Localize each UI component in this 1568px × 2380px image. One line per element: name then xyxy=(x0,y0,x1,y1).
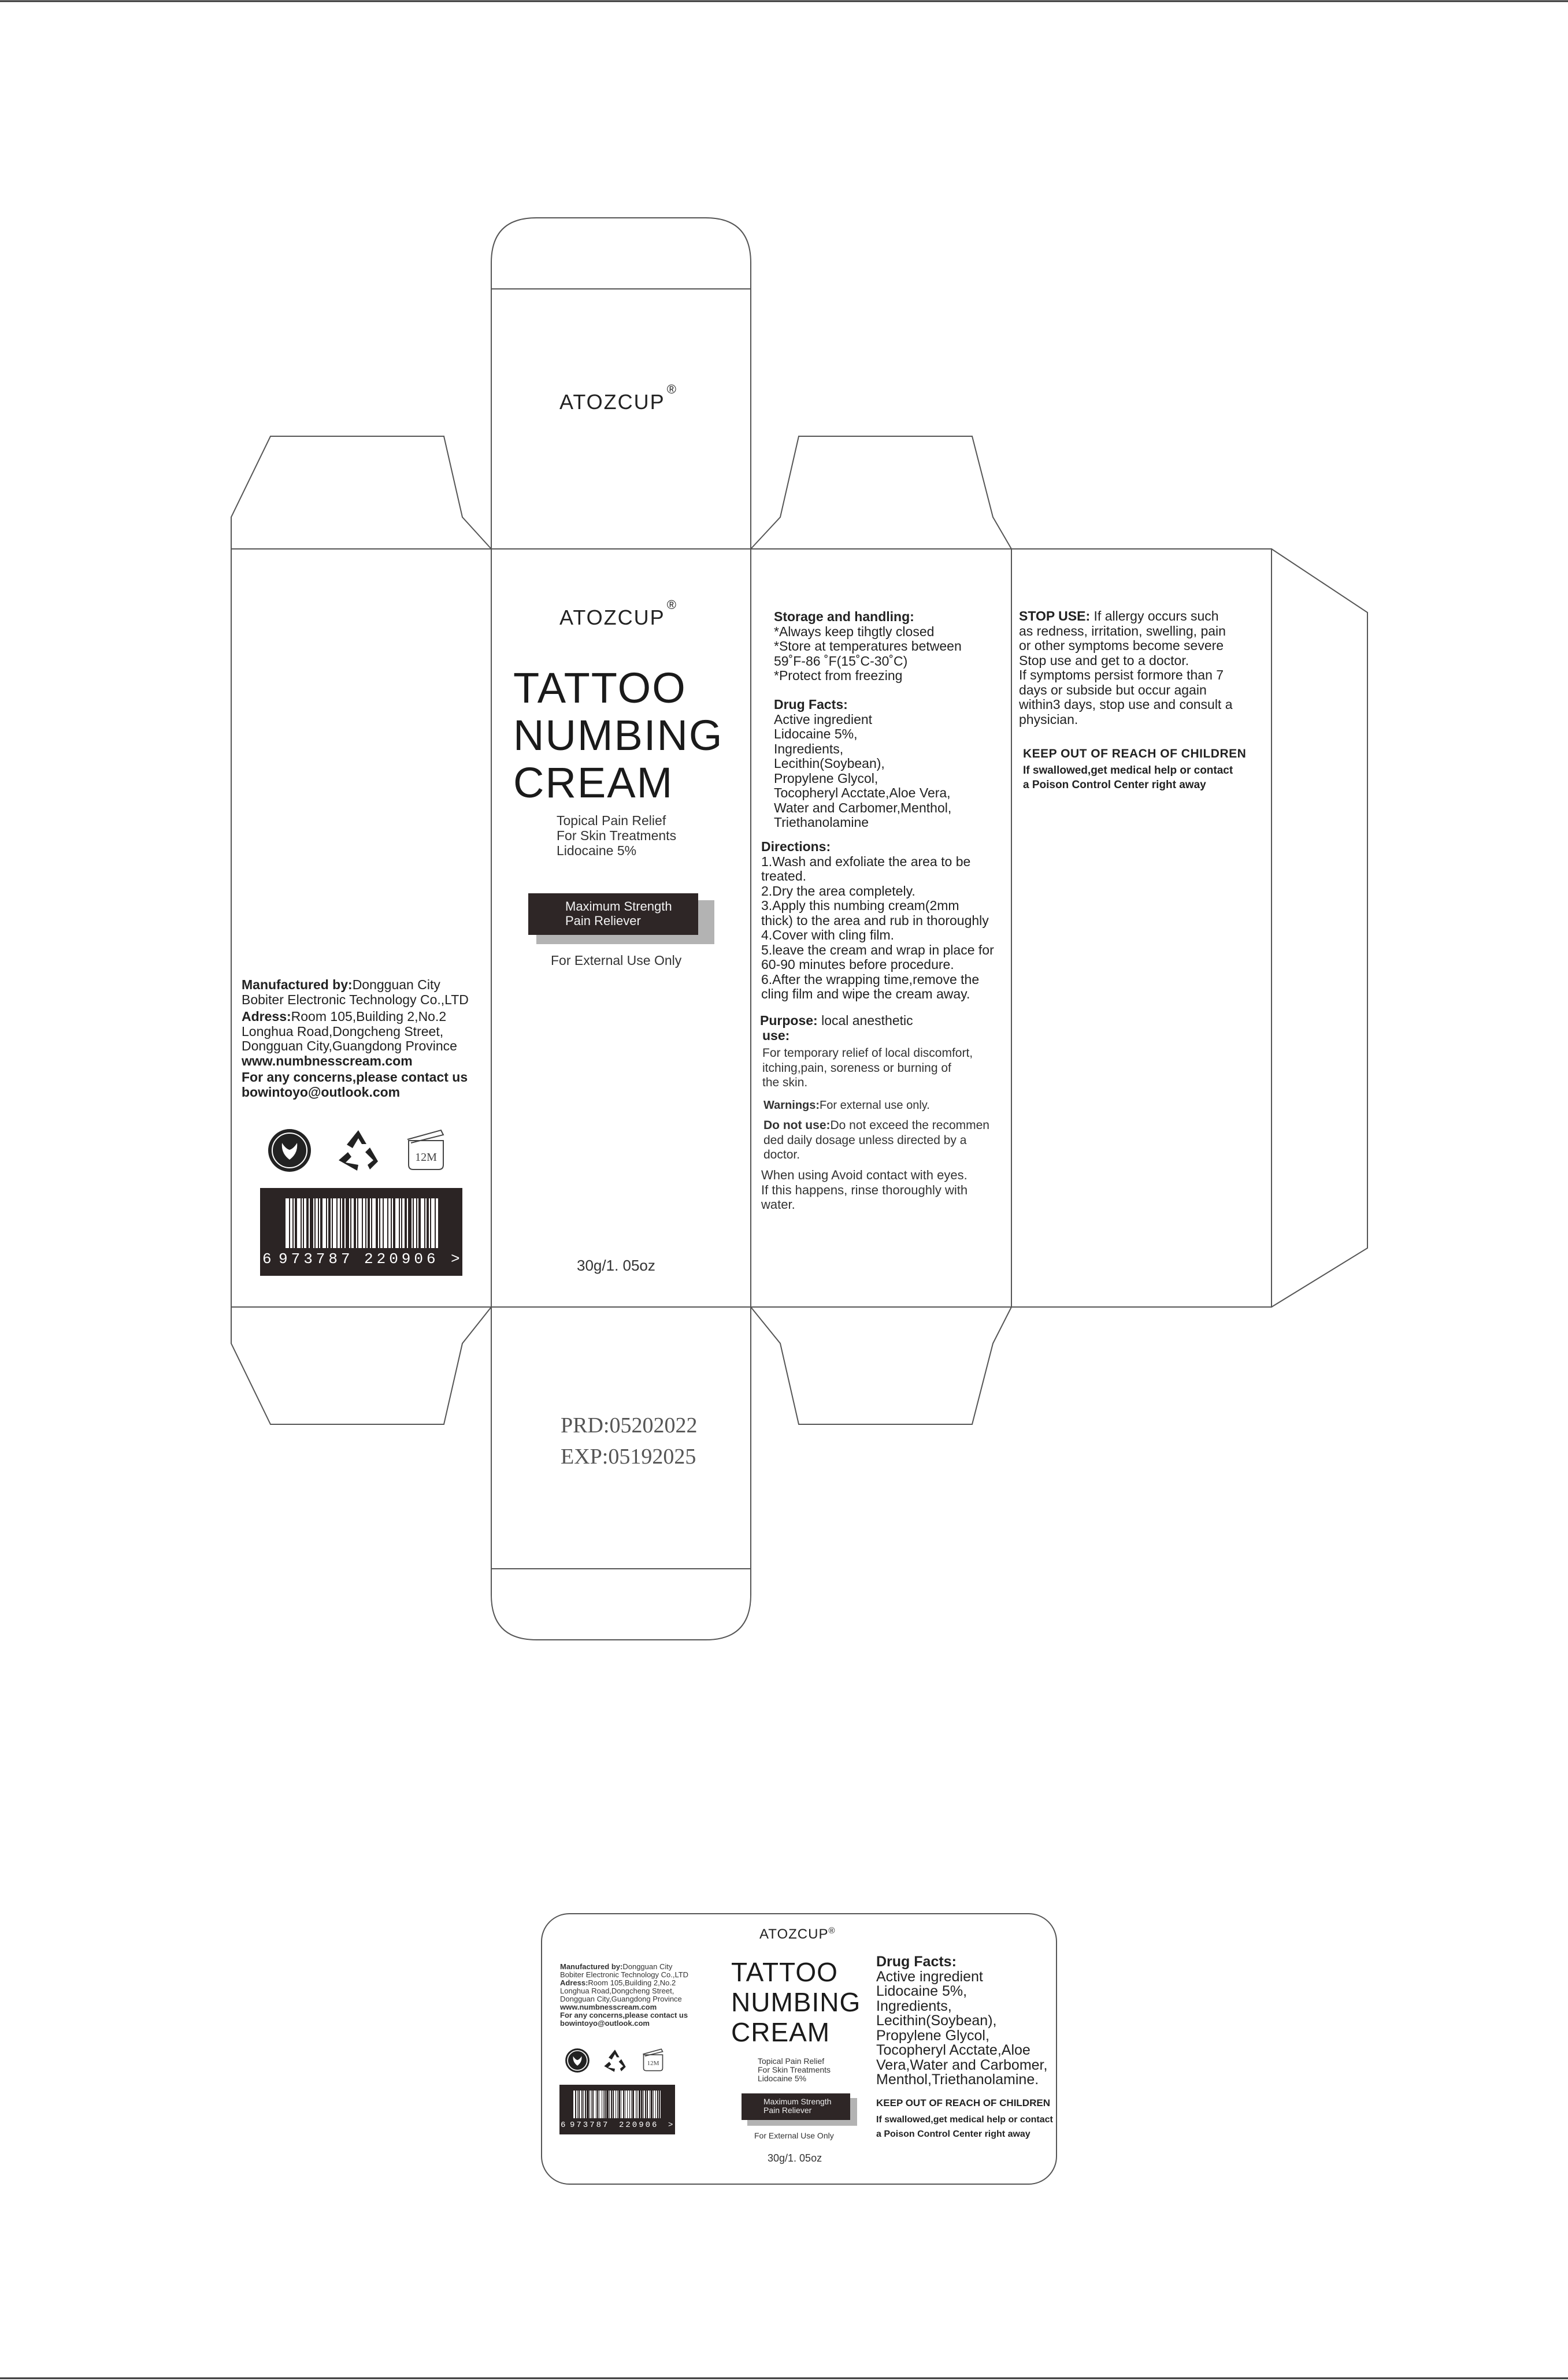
barcode-bar xyxy=(594,2091,595,2118)
barcode-bar xyxy=(327,1198,328,1248)
barcode-bar xyxy=(294,1198,295,1248)
barcode-bar xyxy=(614,2091,616,2118)
stop-use-section: STOP USE: If allergy occurs such as redness, irritation, swelling, pain or other symptoms become severe Stop use and get to a doctor. If symptoms persist formore than 7 days or subside but occur again within3 days, stop use and consult a physician. xyxy=(1019,608,1233,727)
barcode-bar xyxy=(380,1198,383,1248)
barcode-bar xyxy=(384,1198,387,1248)
front-brand: ATOZCUP® xyxy=(559,597,677,629)
do-not-use-section: Do not use:Do not exceed the recommen ded daily dosage unless directed by a doctor. xyxy=(763,1119,989,1161)
pao-12m-icon: 12M xyxy=(403,1129,449,1171)
barcode-bar xyxy=(363,1198,365,1248)
barcode-bar xyxy=(370,1198,371,1248)
date-block xyxy=(561,1410,697,1472)
barcode-bar xyxy=(431,1198,435,1248)
label-drug-facts: Drug Facts: Active ingredient Lidocaine 5%, Ingredients, Lecithin(Soybean), Propylene Glycol, Tocopheryl Acctate,Aloe Vera,Water and Carbomer, Menthol,Triethanolamine. xyxy=(876,1954,1048,2088)
label-pao-12m-icon: 12M xyxy=(640,2048,666,2071)
barcode-bar xyxy=(584,2091,585,2118)
lid-brand: ATOZCUP® xyxy=(559,382,677,414)
barcode-bar xyxy=(620,2091,621,2118)
barcode-bar xyxy=(297,1198,301,1248)
barcode-bar xyxy=(286,1198,289,1248)
barcode-bar xyxy=(316,1198,318,1248)
barcode-bar xyxy=(612,2091,613,2118)
barcode-bar xyxy=(599,2091,601,2118)
barcode-bar xyxy=(598,2091,599,2118)
barcode-bar xyxy=(309,1198,310,1248)
barcode-bar xyxy=(596,2091,597,2118)
barcode-bar xyxy=(636,2091,637,2118)
barcode-bar xyxy=(604,2091,605,2118)
barcode: 6 973787 220906 > xyxy=(260,1188,462,1276)
barcode-bar xyxy=(646,2091,647,2118)
barcode-bar xyxy=(648,2091,650,2118)
external-use: For External Use Only xyxy=(551,953,682,968)
production-date: PRD:05202022 xyxy=(561,1413,698,1438)
barcode-bar xyxy=(323,1198,326,1248)
barcode-bar xyxy=(602,2091,603,2118)
expiry-date: EXP:05192025 xyxy=(561,1445,696,1469)
barcode-bar xyxy=(624,2091,625,2118)
cruelty-free-icon xyxy=(267,1128,312,1173)
barcode-bar xyxy=(429,1198,430,1248)
barcode-bar xyxy=(290,1198,292,1248)
label-net-weight: 30g/1. 05oz xyxy=(768,2152,822,2164)
barcode-bar xyxy=(630,2091,631,2118)
use-text: For temporary relief of local discomfort, itching,pain, soreness or burning of the skin. xyxy=(762,1046,973,1089)
product-title: TATTOO NUMBING CREAM xyxy=(513,664,724,807)
barcode-bar xyxy=(414,1198,416,1248)
barcode-bar xyxy=(586,2091,587,2118)
barcode-bar xyxy=(351,1198,354,1248)
product-subtitle: Topical Pain Relief For Skin Treatments Lidocaine 5% xyxy=(557,813,677,858)
recycle-icon xyxy=(335,1127,381,1173)
barcode-bar xyxy=(392,1198,393,1248)
barcode-bar xyxy=(590,2091,591,2118)
barcode-bar xyxy=(319,1198,320,1248)
barcode-bar xyxy=(388,1198,391,1248)
barcode-bar xyxy=(425,1198,427,1248)
barcode-bar xyxy=(640,2091,641,2118)
barcode-bar xyxy=(302,1198,303,1248)
storage-section: Storage and handling: *Always keep tihgtly closed *Store at temperatures between 59˚F-86 ˚F(15˚C-30˚C) *Protect from freezing xyxy=(774,609,962,683)
net-weight: 30g/1. 05oz xyxy=(577,1257,655,1274)
barcode-bar xyxy=(333,1198,336,1248)
barcode-bar xyxy=(378,1198,379,1248)
barcode-bar xyxy=(656,2091,657,2118)
barcode-bar xyxy=(349,1198,350,1248)
barcode-bar xyxy=(421,1198,424,1248)
strength-badge: Maximum Strength Pain Reliever xyxy=(528,893,698,935)
label-keep-out: KEEP OUT OF REACH OF CHILDREN If swallowed,get medical help or contact a Poison Control Center right away xyxy=(876,2097,1053,2139)
barcode-bar xyxy=(589,2091,590,2118)
barcode-bar xyxy=(660,2091,661,2118)
barcode-bar xyxy=(402,1198,405,1248)
barcode-bar xyxy=(625,2091,627,2118)
barcode-bar xyxy=(580,2091,581,2118)
directions-section: Directions: 1.Wash and exfoliate the area to be treated. 2.Dry the area completely. 3.Apply this numbing cream(2mm thick) to the area and rub in thoroughly 4.Cover with cling film. 5.leave the cream and wrap in place for 60-90 minutes before procedure. 6.After the wrapping time,remove the cling film and wipe the cream away. xyxy=(761,839,994,1001)
barcode-bar xyxy=(400,1198,401,1248)
barcode-bar xyxy=(610,2091,611,2118)
barcode-bar xyxy=(573,2091,575,2118)
barcode-bar xyxy=(644,2091,645,2118)
keep-out-section: KEEP OUT OF REACH OF CHILDREN If swallowed,get medical help or contact a Poison Control Center right away xyxy=(1023,747,1247,791)
barcode-bar xyxy=(338,1198,340,1248)
barcode-bar xyxy=(356,1198,357,1248)
contact-email: bowintoyo@outlook.com xyxy=(242,1084,401,1100)
barcode-bar xyxy=(331,1198,332,1248)
barcode-bar xyxy=(634,2091,636,2118)
barcode-bar xyxy=(621,2091,623,2118)
manufacturer-block: Manufactured by:Dongguan City Bobiter Electronic Technology Co.,LTD Adress:Room 105,Building 2,No.2 Longhua Road,Dongcheng Street, Dongguan City,Guangdong Province www.numbnesscream.com For any concerns,please contact us bowintoyo@outlook.com xyxy=(242,978,490,1100)
barcode-bar xyxy=(341,1198,342,1248)
barcode-bar xyxy=(417,1198,418,1248)
label-product-title: TATTOO NUMBING CREAM xyxy=(731,1957,861,2047)
warnings-line: Warnings:For external use only. xyxy=(763,1099,930,1112)
barcode-bar xyxy=(658,2091,659,2118)
label-external-use: For External Use Only xyxy=(754,2131,834,2140)
barcode-bar xyxy=(576,2091,577,2118)
barcode-bar xyxy=(344,1198,346,1248)
barcode-bar xyxy=(628,2091,629,2118)
label-barcode: 6 973787 220906 > xyxy=(559,2085,675,2134)
barcode-bar xyxy=(654,2091,655,2118)
when-using-section: When using Avoid contact with eyes. If this happens, rinse thoroughly with water. xyxy=(761,1168,968,1212)
barcode-bar xyxy=(372,1198,376,1248)
label-manufacturer-block: Manufactured by:Dongguan City Bobiter Electronic Technology Co.,LTD Adress:Room 105,Building 2,No.2 Longhua Road,Dongcheng Street, Dongguan City,Guangdong Province www.numbnesscream.com For any concerns,please contact us bowintoyo@outlook.com xyxy=(560,1962,689,2028)
barcode-bar xyxy=(313,1198,314,1248)
barcode-bar xyxy=(616,2091,617,2118)
website-link: www.numbnesscream.com xyxy=(242,1053,413,1068)
label-cruelty-free-icon xyxy=(565,2048,590,2073)
barcode-bar xyxy=(412,1198,413,1248)
drug-facts-section: Drug Facts: Active ingredient Lidocaine 5%, Ingredients, Lecithin(Soybean), Propylene Glycol, Tocopheryl Acctate,Aloe Vera, Water and Carbomer,Menthol, Triethanolamine xyxy=(774,697,952,830)
barcode-bar xyxy=(304,1198,306,1248)
label-strength-badge: Maximum Strength Pain Reliever xyxy=(742,2093,850,2120)
barcode-bar xyxy=(358,1198,362,1248)
barcode-bar xyxy=(436,1198,438,1248)
label-brand: ATOZCUP® xyxy=(759,1926,836,1942)
barcode-bar xyxy=(650,2091,651,2118)
barcode-bar xyxy=(578,2091,579,2118)
barcode-bar xyxy=(637,2091,639,2118)
barcode-bar xyxy=(407,1198,408,1248)
purpose-section: Purpose: local anesthetic use: xyxy=(760,1013,913,1043)
label-recycle-icon xyxy=(602,2048,628,2073)
barcode-bar xyxy=(395,1198,399,1248)
label-subtitle: Topical Pain Relief For Skin Treatments Lidocaine 5% xyxy=(758,2056,831,2083)
barcode-bar xyxy=(366,1198,368,1248)
